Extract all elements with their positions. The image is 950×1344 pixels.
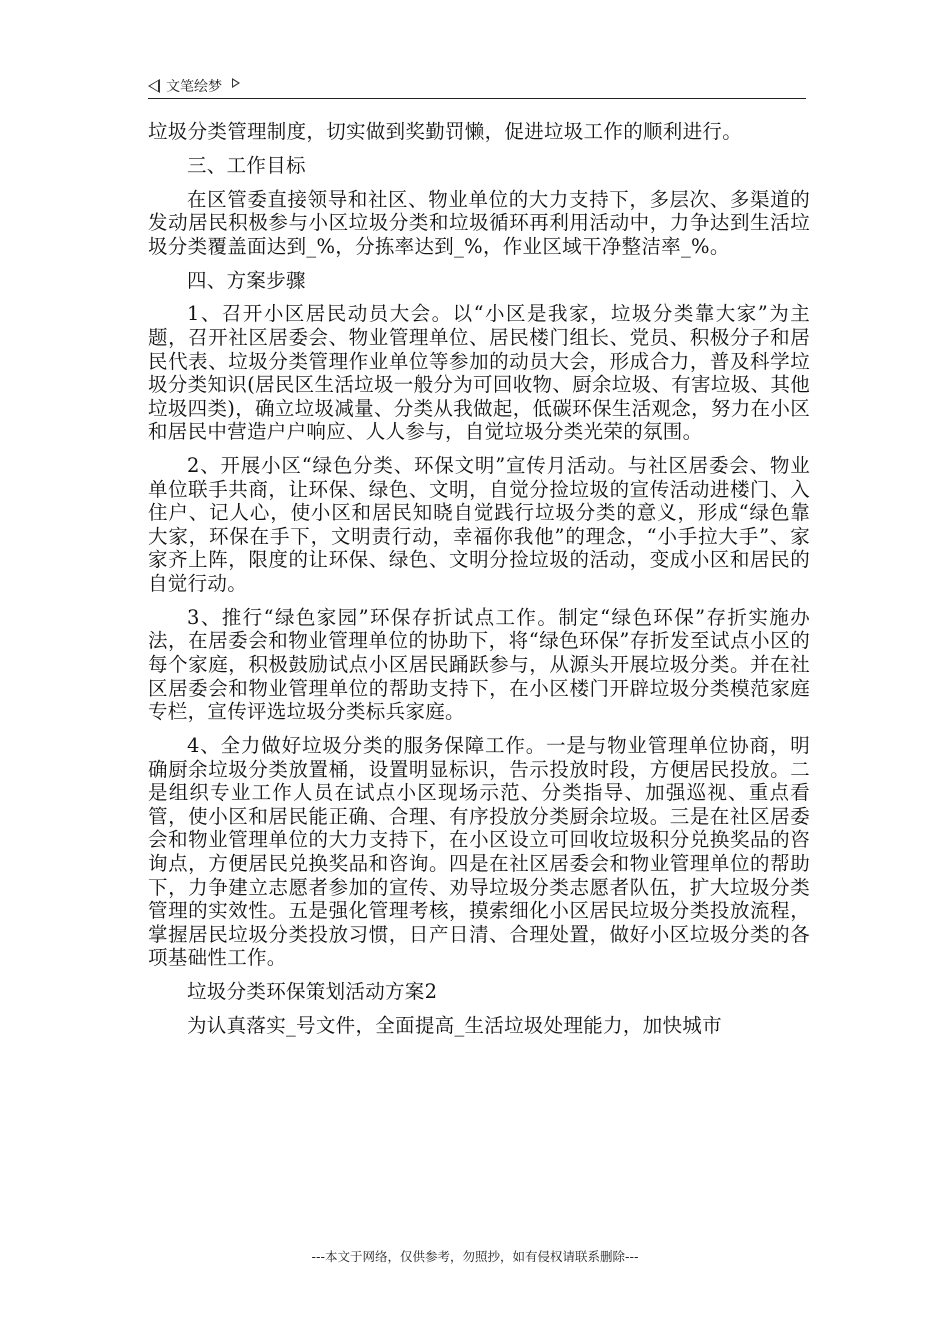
paragraph-step-1: 1、召开小区居民动员大会。以“小区是我家，垃圾分类靠大家”为主题，召开社区居委会、物业管理单位、居民楼门组长、党员、积极分子和居民代表、垃圾分类管理作业单位等参加的动员大会，形成合力，普及科学垃圾分类知识(居民区生活垃圾一般分为可回收物、厨余垃圾、有害垃圾、其他垃圾四类)，确立垃圾减量、分类从我做起，低碳环保生活观念，努力在小区和居民中营造户户响应、人人参与，自觉垃圾分类光荣的氛围。 (148, 302, 810, 444)
paragraph-continuation: 垃圾分类管理制度，切实做到奖勤罚懒，促进垃圾工作的顺利进行。 (148, 120, 743, 143)
section-heading-steps: 四、方案步骤 (187, 268, 306, 292)
right-triangle-icon (232, 78, 240, 88)
plan-2-title: 垃圾分类环保策划活动方案2 (187, 980, 438, 1004)
header-brand: 文笔绘梦 (166, 79, 222, 95)
paragraph-step-4: 4、全力做好垃圾分类的服务保障工作。一是与物业管理单位协商，明确厨余垃圾分类放置桶，设置明显标识，告示投放时段，方便居民投放。二是组织专业工作人员在试点小区现场示范、分类指导、加强巡视、重点看管，使小区和居民能正确、合理、有序投放分类厨余垃圾。三是在社区居委会和物业管理单位的大力支持下，在小区设立可回收垃圾积分兑换奖品的咨询点，方便居民兑换奖品和咨询。四是在社区居委会和物业管理单位的帮助下，力争建立志愿者参加的宣传、劝导垃圾分类志愿者队伍，扩大垃圾分类管理的实效性。五是强化管理考核，摸索细化小区居民垃圾分类投放流程，掌握居民垃圾分类投放习惯，日产日清、合理处置，做好小区垃圾分类的各项基础性工作。 (148, 733, 810, 970)
plan-2-intro: 为认真落实_号文件，全面提高_生活垃圾处理能力，加快城市 (187, 1013, 722, 1037)
page-footer: ---本文于网络，仅供参考，勿照抄，如有侵权请联系删除--- (311, 1249, 639, 1264)
paragraph-step-3: 3、推行“绿色家园”环保存折试点工作。制定“绿色环保”存折实施办法，在居委会和物业管理单位的协助下，将“绿色环保”存折发至试点小区的每个家庭，积极鼓励试点小区居民踊跃参与，从源头开展垃圾分类。并在社区居委会和物业管理单位的帮助支持下，在小区楼门开辟垃圾分类模范家庭专栏，宣传评选垃圾分类标兵家庭。 (148, 605, 810, 724)
document-body (148, 120, 810, 1048)
left-triangle-icon (148, 79, 160, 93)
page-header (148, 74, 806, 99)
paragraph-step-2: 2、开展小区“绿色分类、环保文明”宣传月活动。与社区居委会、物业单位联手共商，让环保、绿色、文明，自觉分捡垃圾的宣传活动进楼门、入住户、记人心，使小区和居民知晓自觉践行垃圾分类的意义，形成“绿色靠大家，环保在手下，文明责行动，幸福你我他”的理念，“小手拉大手”、家家齐上阵，限度的让环保、绿色、文明分捡垃圾的活动，变成小区和居民的自觉行动。 (148, 454, 810, 596)
section-heading-goals: 三、工作目标 (187, 153, 306, 177)
paragraph-goals: 在区管委直接领导和社区、物业单位的大力支持下，多层次、多渠道的发动居民积极参与小区垃圾分类和垃圾循环再利用活动中，力争达到生活垃圾分类覆盖面达到_%，分拣率达到_%，作业区域干净整洁率_%。 (148, 187, 810, 258)
